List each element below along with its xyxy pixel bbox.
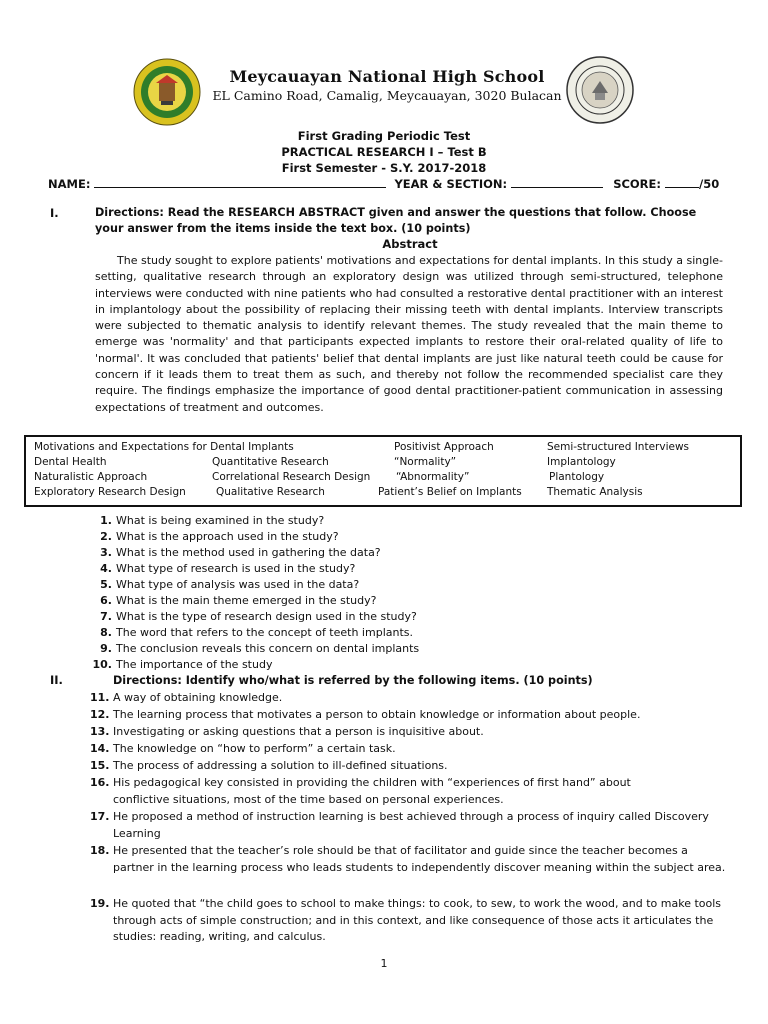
school-address: EL Camino Road, Camalig, Meycauayan, 3020 Bulacan <box>212 88 562 103</box>
test-title-line3: First Semester - S.Y. 2017-2018 <box>281 161 487 175</box>
choice-item: Exploratory Research Design <box>34 486 186 498</box>
deped-seal-logo <box>132 57 202 127</box>
choice-item: “Abnormality” <box>396 471 470 483</box>
question-item: 6. What is the main theme emerged in the study? <box>100 594 377 607</box>
school-seal-logo <box>565 55 635 125</box>
choice-item: Naturalistic Approach <box>34 471 148 483</box>
question-item: 1. What is being examined in the study? <box>100 514 325 527</box>
school-title-block <box>212 67 562 103</box>
question-item: 11. A way of obtaining knowledge. <box>90 691 283 704</box>
question-item: 12. The learning process that motivates a person to obtain knowledge or information about people. <box>90 708 641 721</box>
score-label: SCORE: <box>613 177 661 191</box>
choice-item: Quantitative Research <box>212 456 329 468</box>
score-blank <box>665 176 699 188</box>
part1-directions: Directions: Read the RESEARCH ABSTRACT given and answer the questions that follow. Choose your answer from the items inside the text box. (10 points) <box>95 206 697 235</box>
question-item: 3. What is the method used in gathering the data? <box>100 546 381 559</box>
test-title <box>0 128 768 176</box>
question-item: 2. What is the approach used in the study? <box>100 530 339 543</box>
question-item: 15. The process of addressing a solution to ill-defined situations. <box>90 759 448 772</box>
question-item: 7. What is the type of research design used in the study? <box>100 610 417 623</box>
question-item: 17. He proposed a method of instruction learning is best achieved through a process of inquiry called Discovery Learning <box>90 810 709 840</box>
question-item: 14. The knowledge on “how to perform” a certain task. <box>90 742 396 755</box>
school-name: Meycauayan National High School <box>229 67 545 86</box>
choice-item: Plantology <box>549 471 605 483</box>
student-info-line <box>48 176 728 191</box>
question-item: 5. What type of analysis was used in the data? <box>100 578 360 591</box>
abstract-title: Abstract <box>382 237 438 251</box>
choice-item: Correlational Research Design <box>212 471 371 483</box>
question-item: 10. The importance of the study <box>92 658 273 671</box>
choice-item: Motivations and Expectations for Dental Implants <box>34 441 294 453</box>
test-title-line2: PRACTICAL RESEARCH I – Test B <box>281 145 487 159</box>
year-section-blank <box>511 176 603 188</box>
question-item: 16. His pedagogical key consisted in providing the children with “experiences of first hand” about conflictive situations, most of the time based on personal experiences. <box>90 776 631 806</box>
test-title-line1: First Grading Periodic Test <box>297 129 471 143</box>
choices-box <box>24 435 742 507</box>
abstract-text: The study sought to explore patients' motivations and expectations for dental implants. In this study a single-setting, qualitative research through an exploratory design was utilized through semi-structured, telephone interviews were conducted with nine patients who had consulted a restorative dental practitioner with an interest in implantology about the possibility of replacing their missing teeth with dental implants. Interview transcripts were subjected to thematic analysis to identify relevant themes. The study revealed that the main theme to emerge was 'normality' and that participants expected implants to restore their oral-related quality of life to 'normal'. It was concluded that patients' belief that dental implants are just like natural teeth could be cause for concern if it leads them to treat them as such, and thereby not follow the recommended specialist care they require. The findings emphasize the importance of good dental practitioner-patient communication in assessing expectations of treatment and outcomes. <box>95 254 723 414</box>
question-item: 9. The conclusion reveals this concern on dental implants <box>100 642 420 655</box>
choice-item: “Normality” <box>394 456 457 468</box>
question-item: 18. He presented that the teacher’s role should be that of facilitator and guide since the teacher becomes a partner in the learning process who leads students to independently discover meaning within the subject area. <box>90 844 726 874</box>
name-label: NAME: <box>48 177 91 191</box>
question-item: 8. The word that refers to the concept of teeth implants. <box>100 626 413 639</box>
part2-numeral: II. <box>50 673 63 687</box>
page-number: 1 <box>380 957 388 970</box>
choice-item: Dental Health <box>34 456 107 468</box>
question-item: 13. Investigating or asking questions that a person is inquisitive about. <box>90 725 484 738</box>
choice-item: Positivist Approach <box>394 441 494 453</box>
part2-directions: Directions: Identify who/what is referred by the following items. (10 points) <box>113 674 593 687</box>
question-item: 19. He quoted that “the child goes to school to make things: to cook, to sew, to work the wood, and to make tools through acts of simple construction; and in this context, and like consequence of those acts it articulates the studies: reading, writing, and calculus. <box>90 897 722 943</box>
choice-item: Semi-structured Interviews <box>547 441 690 453</box>
year-section-label: YEAR & SECTION: <box>394 177 508 191</box>
choice-item: Implantology <box>547 456 616 468</box>
name-blank <box>94 176 386 188</box>
score-total: /50 <box>699 177 720 191</box>
choice-item: Qualitative Research <box>216 486 325 498</box>
choice-item: Thematic Analysis <box>547 486 643 498</box>
school-header <box>0 55 768 125</box>
part1-numeral: I. <box>50 206 59 220</box>
choice-item: Patient’s Belief on Implants <box>378 486 522 498</box>
question-item: 4. What type of research is used in the study? <box>100 562 356 575</box>
